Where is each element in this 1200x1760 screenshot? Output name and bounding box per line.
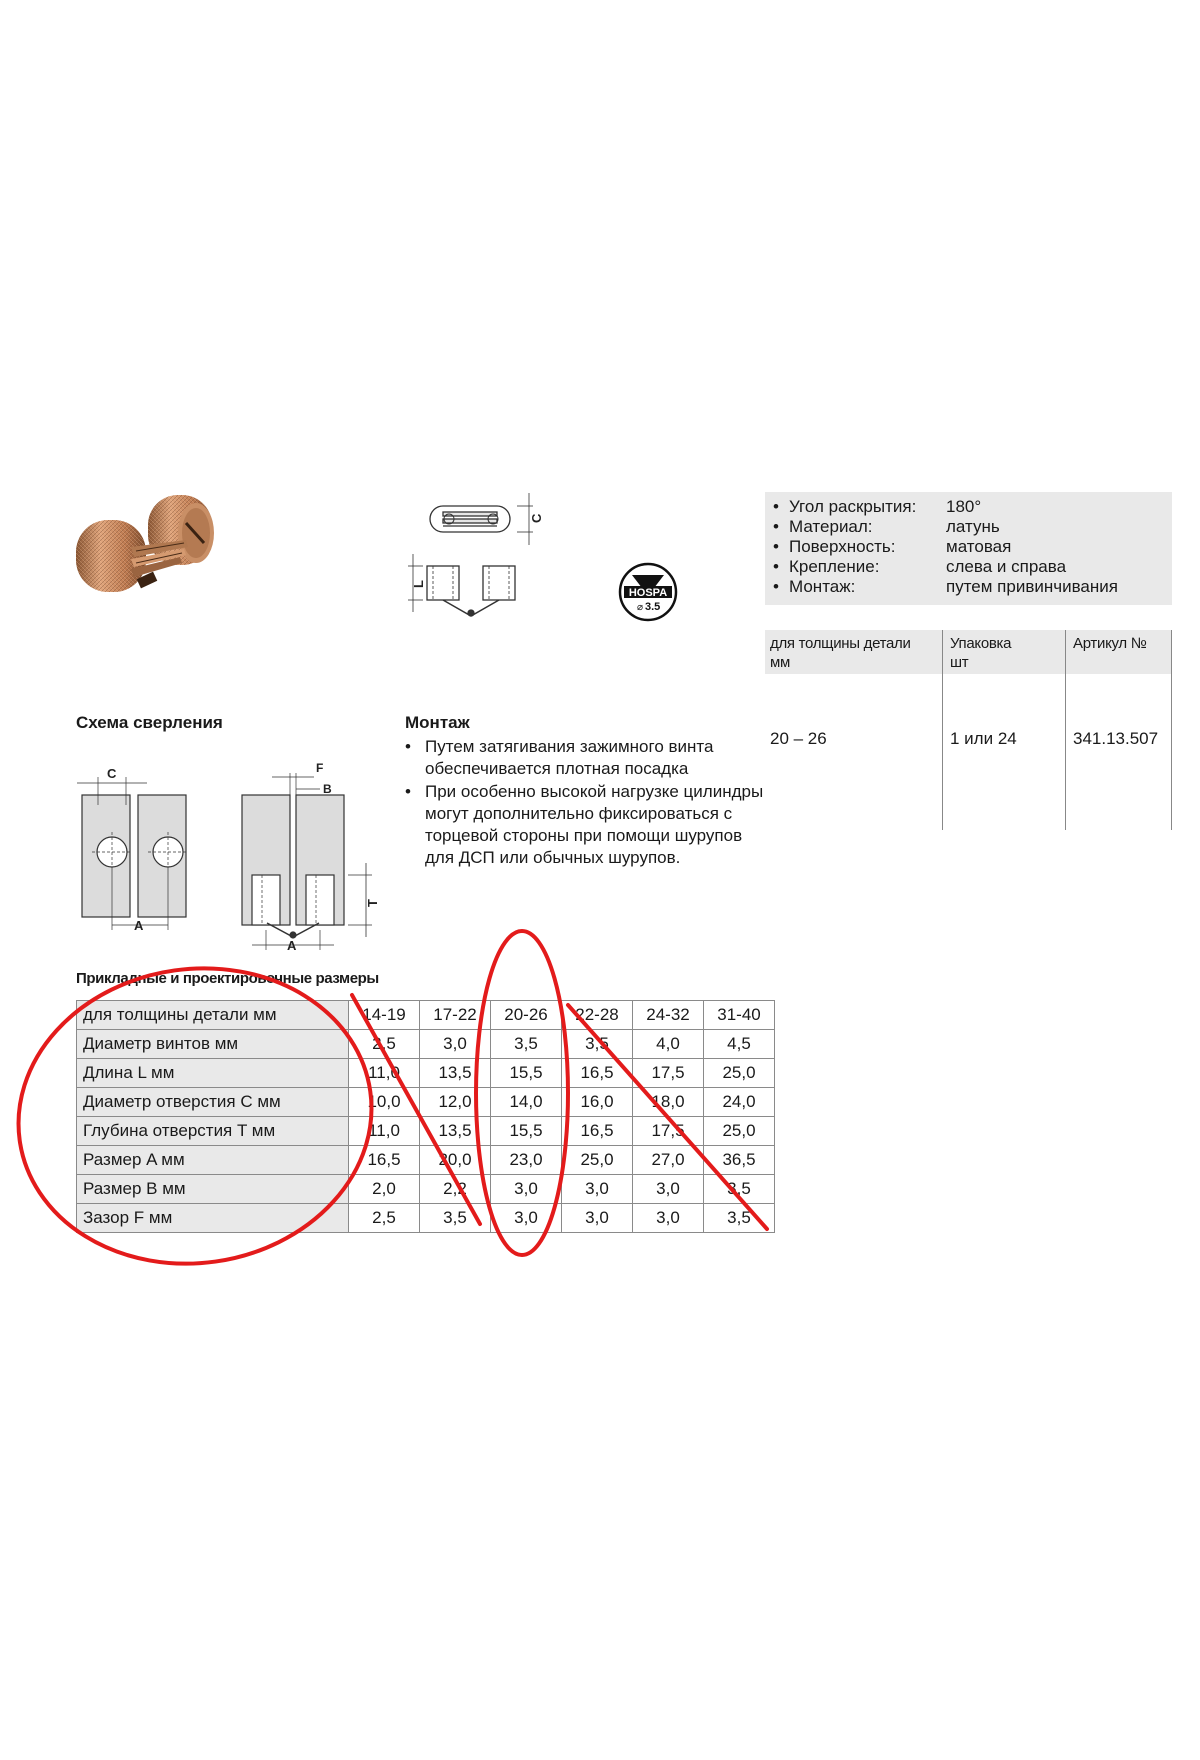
order-header-pack: Упаковка шт (950, 635, 1012, 671)
order-header-thickness: для толщины детали мм (770, 635, 911, 671)
dims-cell: 25,0 (562, 1146, 633, 1175)
dims-cell: 16,5 (562, 1059, 633, 1088)
dims-cell: 3,5 (562, 1030, 633, 1059)
dims-cell: 24-32 (633, 1001, 704, 1030)
label-b: B (323, 782, 332, 796)
dims-cell: 13,5 (420, 1117, 491, 1146)
dims-cell: 3,5 (704, 1175, 775, 1204)
order-value-thickness: 20 – 26 (770, 729, 827, 748)
dims-cell: 10,0 (349, 1088, 420, 1117)
dims-cell: 11,0 (349, 1117, 420, 1146)
red-circle-labels (0, 946, 391, 1286)
dims-cell: 3,5 (491, 1030, 562, 1059)
dims-cell: 2,5 (349, 1030, 420, 1059)
spec-row: • Поверхность: матовая (773, 537, 1012, 556)
dims-row-label: Размер A мм (77, 1146, 349, 1175)
hospa-brand: HOSPA (628, 587, 668, 599)
dims-cell: 3,0 (420, 1030, 491, 1059)
dims-row-label: для толщины детали мм (77, 1001, 349, 1030)
dims-cell: 2,2 (420, 1175, 491, 1204)
dims-cell: 20-26 (491, 1001, 562, 1030)
spec-row: • Крепление: слева и справа (773, 557, 1067, 576)
order-header-article: Артикул № (1073, 635, 1147, 652)
spec-row: • Материал: латунь (773, 517, 1000, 536)
dims-cell: 14-19 (349, 1001, 420, 1030)
dims-cell: 16,5 (349, 1146, 420, 1175)
label-c: C (107, 766, 117, 781)
dims-cell: 4,5 (704, 1030, 775, 1059)
mounting-item: • При особенно высокой нагрузке цилиндры могут дополнительно фиксироваться с торцевой стороны при помощи шурупов для ДСП или обычных шурупов. (405, 781, 764, 868)
spec-row: • Угол раскрытия: 180° (773, 497, 982, 516)
label-a-left: A (134, 918, 144, 933)
dims-row-label: Размер B мм (77, 1175, 349, 1204)
dims-cell: 11,0 (349, 1059, 420, 1088)
drilling-title: Схема сверления (76, 713, 223, 732)
dims-row-label: Зазор F мм (77, 1204, 349, 1233)
dims-cell: 17,5 (633, 1117, 704, 1146)
spec-row: • Монтаж: путем привинчивания (773, 577, 1118, 596)
dims-cell: 13,5 (420, 1059, 491, 1088)
dims-cell: 15,5 (491, 1059, 562, 1088)
order-value-article: 341.13.507 (1073, 729, 1159, 748)
dims-cell: 2,5 (349, 1204, 420, 1233)
dims-cell: 24,0 (704, 1088, 775, 1117)
dims-cell: 17-22 (420, 1001, 491, 1030)
dims-cell: 3,5 (420, 1204, 491, 1233)
dims-title: Прикладные и проектировочные размеры (76, 970, 379, 987)
label-l: L (411, 580, 426, 588)
hospa-size: 3.5 (645, 601, 661, 613)
label-a-right: A (287, 938, 297, 953)
dims-cell: 3,0 (562, 1204, 633, 1233)
dims-cell: 3,0 (491, 1204, 562, 1233)
svg-text:⌀: ⌀ (637, 602, 644, 613)
dims-cell: 17,5 (633, 1059, 704, 1088)
dims-row-label: Глубина отверстия T мм (77, 1117, 349, 1146)
dims-cell: 15,5 (491, 1117, 562, 1146)
dims-cell: 12,0 (420, 1088, 491, 1117)
dims-cell: 3,0 (491, 1175, 562, 1204)
dims-cell: 20,0 (420, 1146, 491, 1175)
dims-cell: 23,0 (491, 1146, 562, 1175)
dims-cell: 22-28 (562, 1001, 633, 1030)
dims-cell: 3,0 (562, 1175, 633, 1204)
dims-cell: 18,0 (633, 1088, 704, 1117)
dims-cell: 4,0 (633, 1030, 704, 1059)
mounting-item: • Путем затягивания зажимного винта обеспечивается плотная посадка (405, 737, 714, 779)
dims-cell: 3,5 (704, 1204, 775, 1233)
label-c-top: C (529, 513, 544, 523)
dims-cell: 25,0 (704, 1059, 775, 1088)
dims-cell: 2,0 (349, 1175, 420, 1204)
dims-row-label: Диаметр винтов мм (77, 1030, 349, 1059)
dims-cell: 25,0 (704, 1117, 775, 1146)
label-t: T (365, 899, 380, 907)
label-f: F (316, 761, 324, 775)
red-strike-col-4-6 (568, 1005, 767, 1229)
dims-row-label: Длина L мм (77, 1059, 349, 1088)
order-value-pack: 1 или 24 (950, 729, 1017, 748)
dims-cell: 3,0 (633, 1204, 704, 1233)
dims-row-label: Диаметр отверстия C мм (77, 1088, 349, 1117)
dims-cell: 31-40 (704, 1001, 775, 1030)
dims-cell: 16,5 (562, 1117, 633, 1146)
dims-cell: 14,0 (491, 1088, 562, 1117)
dims-cell: 27,0 (633, 1146, 704, 1175)
dims-cell: 36,5 (704, 1146, 775, 1175)
mounting-title: Монтаж (405, 713, 470, 732)
dims-cell: 3,0 (633, 1175, 704, 1204)
red-oval-column-20-26 (476, 931, 568, 1255)
dims-cell: 16,0 (562, 1088, 633, 1117)
